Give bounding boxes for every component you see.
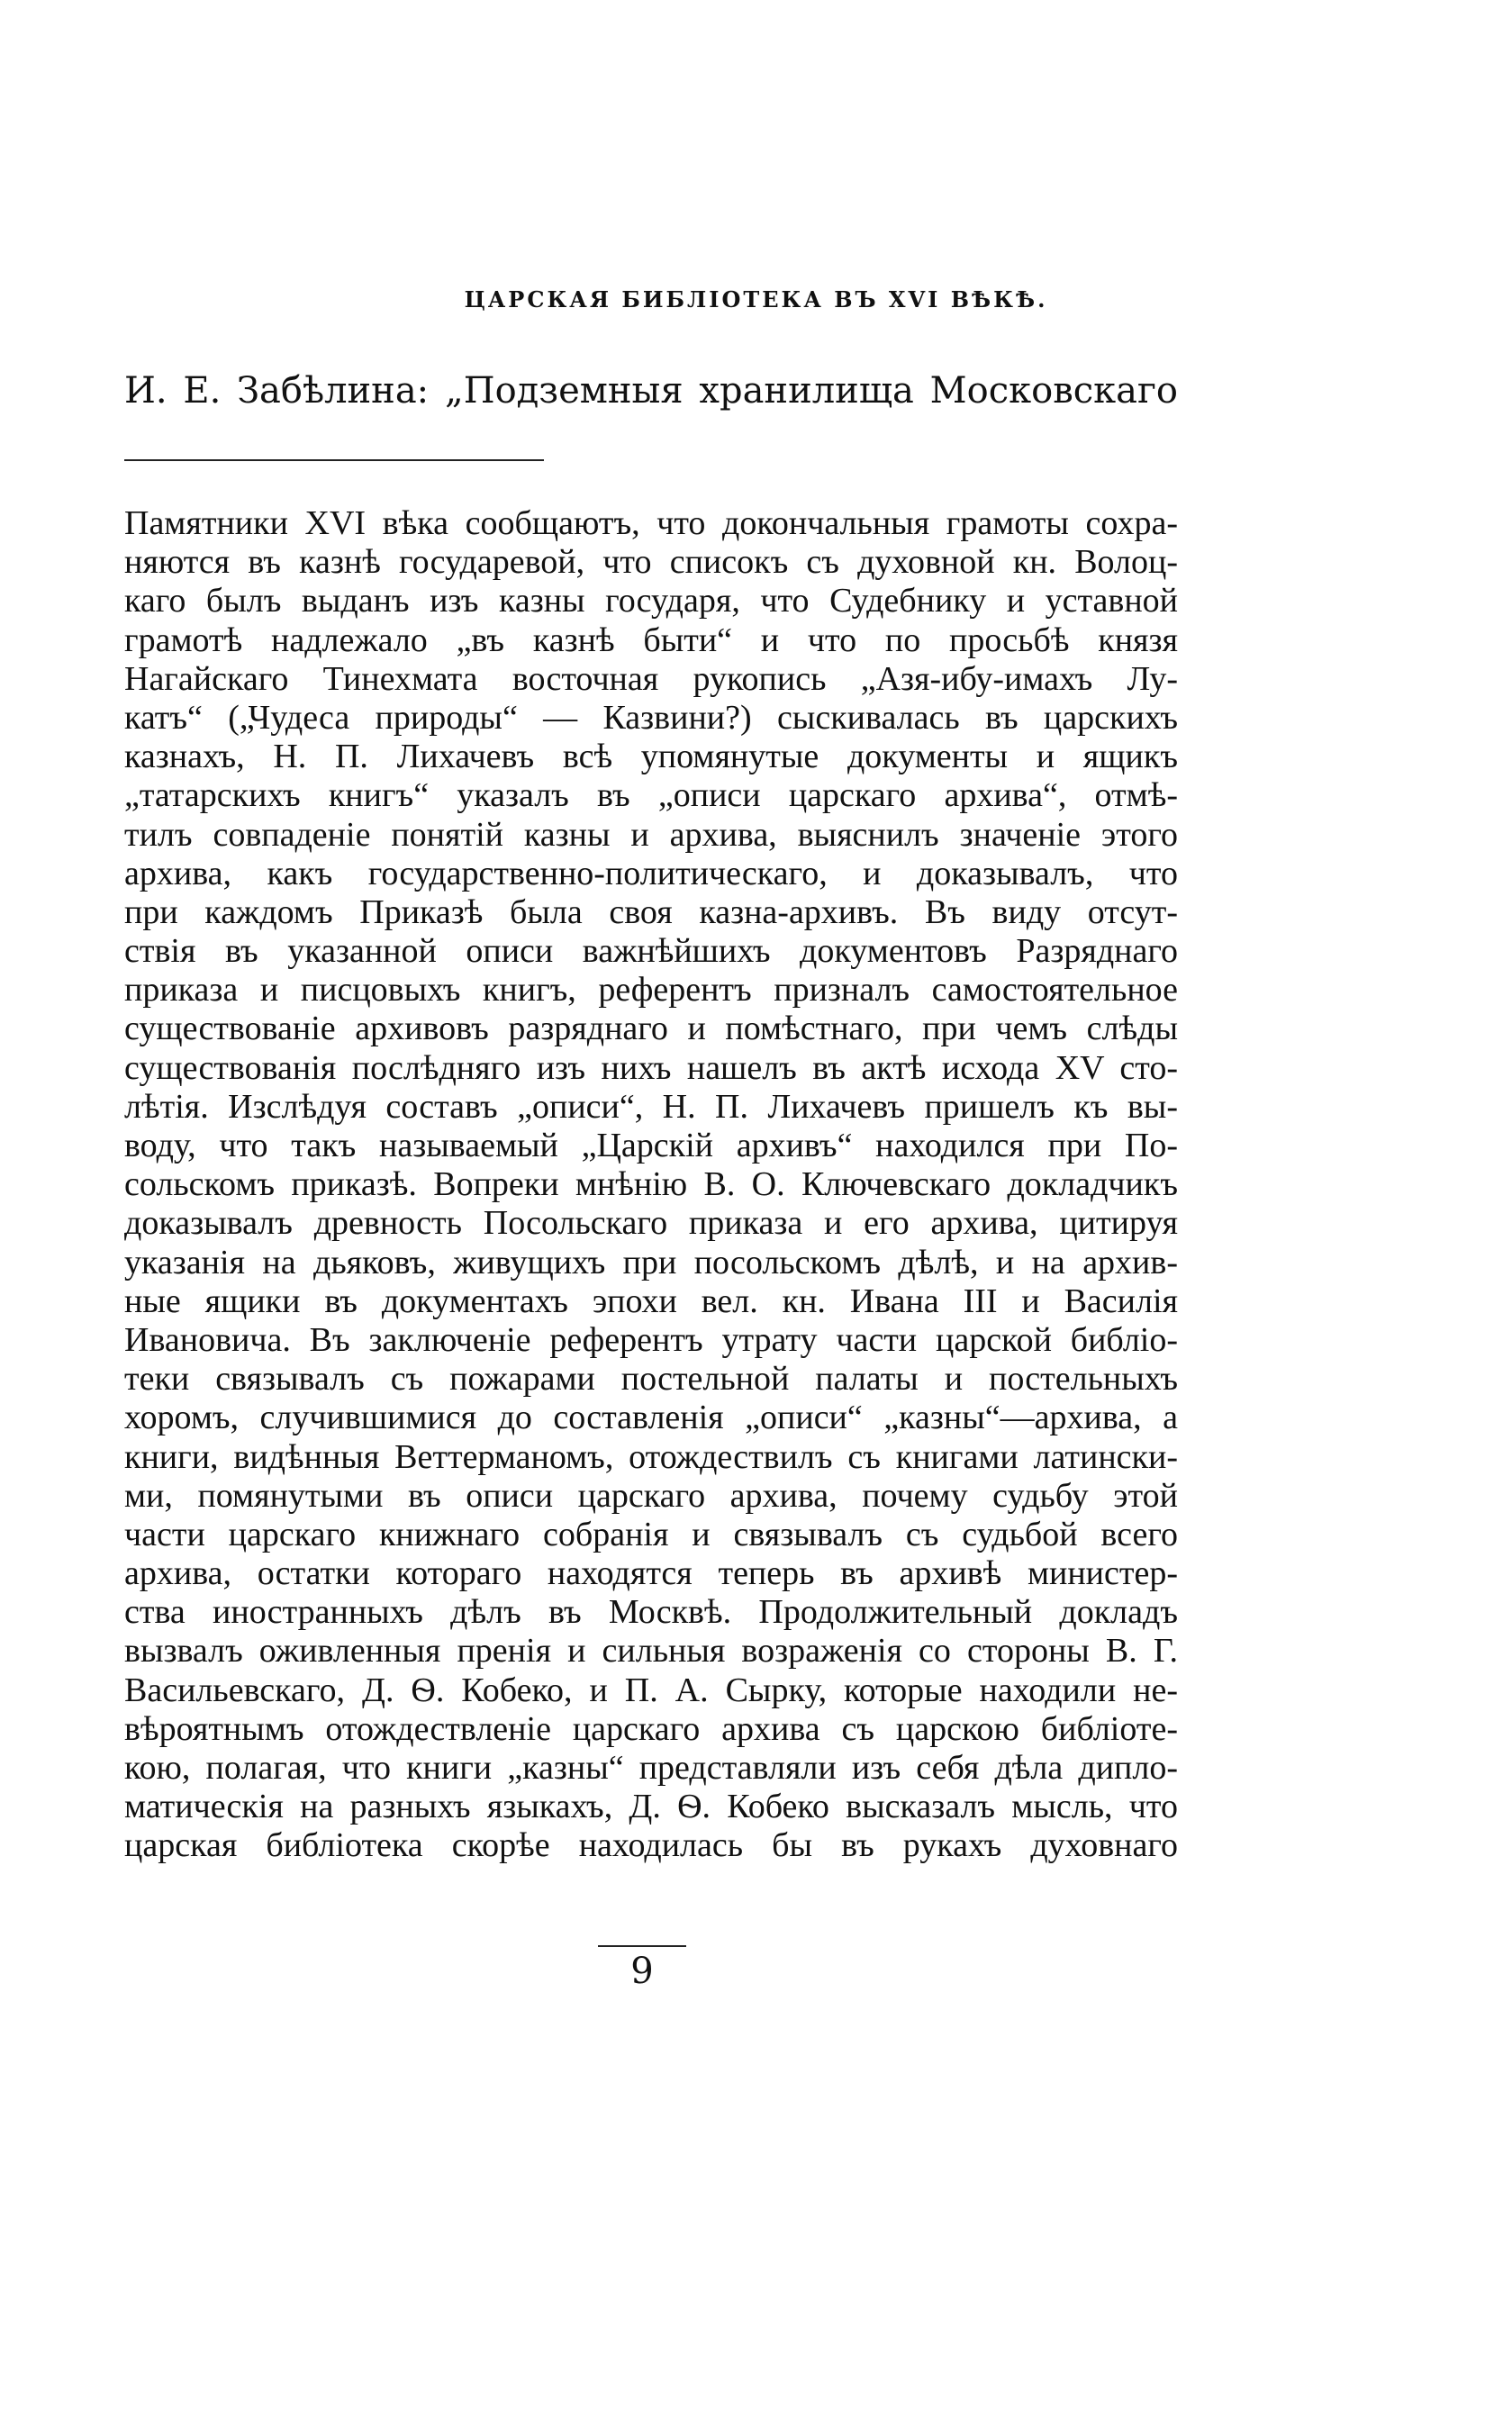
text-line: катъ“ („Чудеса природы“ — Казвини?) сыскивалась въ царскихъ: [124, 698, 1178, 737]
text-line: сольскомъ приказѣ. Вопреки мнѣнію В. О. Ключевскаго докладчикъ: [124, 1165, 1178, 1204]
text-line: части царскаго книжнаго собранія и связывалъ съ судьбой всего: [124, 1515, 1178, 1553]
text-line: Нагайскаго Тинехмата восточная рукопись „Азя-ибу-имахъ Лу-: [124, 659, 1178, 698]
text-line: вѣроятнымъ отождествленіе царскаго архива съ царскою библіоте-: [124, 1709, 1178, 1748]
text-line: архива, какъ государственно-политическаго, и доказывалъ, что: [124, 854, 1178, 892]
text-line: хоромъ, случившимися до составленія „описи“ „казны“—архива, а: [124, 1399, 1178, 1437]
text-line: матическія на разныхъ языкахъ, Д. Ѳ. Кобеко высказалъ мысль, что: [124, 1788, 1178, 1826]
text-line: существованіе архивовъ разряднаго и помѣстнаго, при чемъ слѣды: [124, 1010, 1178, 1048]
text-line: при каждомъ Приказѣ была своя казна-архивъ. Въ виду отсут-: [124, 892, 1178, 931]
text-line: Памятники XVI вѣка сообщаютъ, что докончальныя грамоты сохра-: [124, 504, 1178, 542]
text-line: лѣтія. Изслѣдуя составъ „описи“, Н. П. Лихачевъ пришелъ къ вы-: [124, 1087, 1178, 1126]
text-line: няются въ казнѣ государевой, что списокъ съ духовной кн. Волоц-: [124, 543, 1178, 582]
text-line: архива, остатки котораго находятся теперь въ архивѣ министер-: [124, 1554, 1178, 1593]
text-line: книги, видѣнныя Веттерманомъ, отождествилъ съ книгами латински-: [124, 1437, 1178, 1476]
text-line: Васильевскаго, Д. Ѳ. Кобеко, и П. А. Сырку, которые находили не-: [124, 1671, 1178, 1709]
running-head: ЦАРСКАЯ БИБЛІОТЕКА ВЪ XVI ВѢКѢ.: [464, 286, 1048, 312]
text-line: Ивановича. Въ заключеніе референтъ утрату части царской библіо-: [124, 1320, 1178, 1359]
section-heading-line: И. Е. Забѣлина: „Подземныя хранилища Московскаго: [124, 370, 1178, 412]
text-line: существованія послѣдняго изъ нихъ нашелъ въ актѣ исхода XV сто-: [124, 1048, 1178, 1087]
text-line: тилъ совпаденіе понятій казны и архива, выяснилъ значеніе этого: [124, 815, 1178, 854]
separator-rule: [124, 459, 544, 461]
text-line: ствія въ указанной описи важнѣйшихъ документовъ Разряднаго: [124, 932, 1178, 971]
text-line: ства иностранныхъ дѣлъ въ Москвѣ. Продолжительный докладъ: [124, 1593, 1178, 1632]
text-line: каго былъ выданъ изъ казны государя, что Судебнику и уставной: [124, 582, 1178, 620]
text-line: царская библіотека скорѣе находилась бы въ рукахъ духовнаго: [124, 1826, 1178, 1865]
text-line: грамотѣ надлежало „въ казнѣ быти“ и что по просьбѣ князя: [124, 620, 1178, 659]
page-number: 9: [630, 1951, 654, 1992]
page-number-rule: [598, 1945, 686, 1947]
text-line: теки связывалъ съ пожарами постельной палаты и постельныхъ: [124, 1360, 1178, 1399]
text-line: казнахъ, Н. П. Лихачевъ всѣ упомянутые документы и ящикъ: [124, 738, 1178, 776]
text-line: ные ящики въ документахъ эпохи вел. кн. Ивана III и Василія: [124, 1281, 1178, 1320]
text-line: воду, что такъ называемый „Царскій архивъ“ находился при По-: [124, 1127, 1178, 1164]
text-line: указанія на дьяковъ, живущихъ при посольскомъ дѣлѣ, и на архив-: [124, 1243, 1178, 1281]
text-line: ми, помянутыми въ описи царскаго архива, почему судьбу этой: [124, 1476, 1178, 1515]
body-text: [124, 504, 1178, 1866]
text-line: кою, полагая, что книги „казны“ представляли изъ себя дѣла дипло-: [124, 1749, 1178, 1787]
text-line: „татарскихъ книгъ“ указалъ въ „описи царскаго архива“, отмѣ-: [124, 776, 1178, 815]
text-line: приказа и писцовыхъ книгъ, референтъ призналъ самостоятельное: [124, 971, 1178, 1010]
text-line: доказывалъ древность Посольскаго приказа и его архива, цитируя: [124, 1204, 1178, 1243]
text-line: вызвалъ оживленныя пренія и сильныя возраженія со стороны В. Г.: [124, 1632, 1178, 1671]
